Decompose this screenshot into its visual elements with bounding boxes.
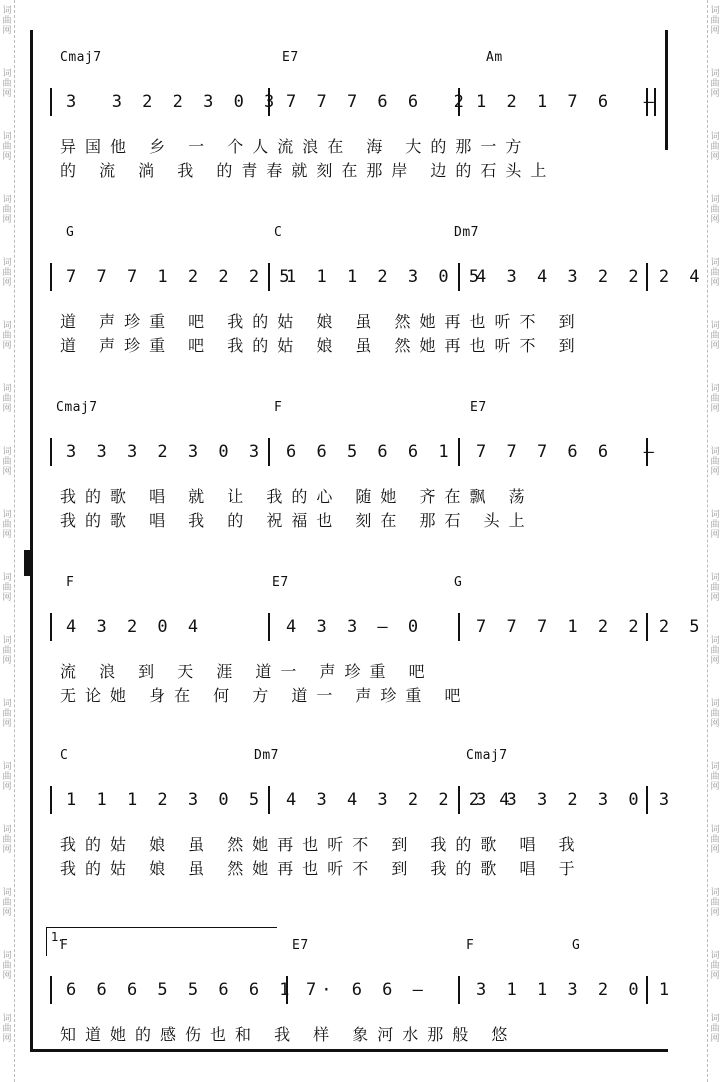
chord-line [46, 748, 656, 770]
chord-symbol: Dm7 [254, 748, 279, 763]
lyric-line: 我的姑 娘 虽 然她再也听不 到 我的歌 唱 于 [60, 859, 584, 878]
measure-notes: 4 3 4 3 2 2 2 4 [476, 267, 705, 287]
chord-line [46, 575, 656, 597]
chord-symbol: F [60, 938, 69, 953]
lyric-line: 的 流 淌 我 的青春就刻在那岸 边的石头上 [60, 161, 556, 180]
bar-line [268, 613, 270, 641]
left-watermark-strip [0, 0, 15, 1082]
notation-line [46, 442, 659, 466]
chord-symbol: E7 [470, 400, 487, 415]
watermark-text: 词 曲 网 [710, 573, 720, 603]
frame-bottom-border [30, 1049, 668, 1052]
measure-notes: 1 1 1 2 3 0 5 [286, 267, 485, 287]
binding-marker [24, 550, 30, 576]
chord-symbol: E7 [292, 938, 309, 953]
frame-left-border [30, 30, 33, 1052]
measure-notes: 6 6 6 5 5 6 6 1 [66, 980, 295, 1000]
watermark-text: 词 曲 网 [2, 951, 12, 981]
chord-symbol: Am [486, 50, 503, 65]
watermark-text: 词 曲 网 [2, 321, 12, 351]
notation-line [46, 980, 675, 1004]
bar-line [50, 613, 52, 641]
chord-line [46, 225, 656, 247]
bar-line [458, 438, 460, 466]
chord-line [46, 938, 656, 960]
chord-symbol: E7 [272, 575, 289, 590]
measure-notes: 1 2 1 7 6 — [476, 92, 659, 112]
measure-notes: 4 3 3 — 0 [286, 617, 424, 637]
bar-line [268, 438, 270, 466]
measure-notes: 6 6 5 6 6 1 [286, 442, 454, 462]
watermark-text: 词 曲 网 [2, 825, 12, 855]
measure-notes: 3 3 3 2 3 0 3 [476, 790, 675, 810]
chord-symbol: G [66, 225, 75, 240]
measure-notes: 3 3 3 2 3 0 3 [66, 442, 265, 462]
chord-symbol: Cmaj7 [60, 50, 102, 65]
first-ending-label: 1. [51, 930, 63, 944]
watermark-text: 词 曲 网 [710, 510, 720, 540]
watermark-text: 词 曲 网 [2, 762, 12, 792]
watermark-text: 词 曲 网 [710, 825, 720, 855]
chord-symbol: E7 [282, 50, 299, 65]
chord-symbol: G [454, 575, 463, 590]
watermark-text: 词 曲 网 [2, 510, 12, 540]
watermark-text: 词 曲 网 [2, 573, 12, 603]
bar-line [50, 263, 52, 291]
chord-line [46, 50, 656, 72]
notation-line [46, 92, 659, 116]
bar-line [458, 613, 460, 641]
notation-line [46, 617, 705, 641]
watermark-text: 词 曲 网 [710, 69, 720, 99]
chord-symbol: C [274, 225, 283, 240]
chord-symbol: G [572, 938, 581, 953]
watermark-text: 词 曲 网 [710, 762, 720, 792]
watermark-text: 词 曲 网 [2, 6, 12, 36]
watermark-text: 词 曲 网 [2, 447, 12, 477]
chord-line [46, 400, 656, 422]
lyric-line: 道 声珍重 吧 我的姑 娘 虽 然她再也听不 到 [60, 336, 584, 355]
watermark-text: 词 曲 网 [2, 699, 12, 729]
watermark-text: 词 曲 网 [710, 447, 720, 477]
measure-notes: 3 3 2 2 3 0 3 [66, 92, 280, 112]
watermark-text: 词 曲 网 [710, 1014, 720, 1044]
watermark-text: 词 曲 网 [710, 321, 720, 351]
lyric-line: 知道她的感伤也和 我 样 象河水那般 悠 [60, 1025, 517, 1044]
measure-notes: 4 3 2 0 4 [66, 617, 204, 637]
bar-line [50, 976, 52, 1004]
measure-notes: 1 1 1 2 3 0 5 [66, 790, 265, 810]
right-watermark-strip [707, 0, 722, 1082]
chord-symbol: C [60, 748, 69, 763]
bar-line [50, 786, 52, 814]
measure-notes: 7 7 7 1 2 2 2 5 [66, 267, 295, 287]
notation-line [46, 790, 675, 814]
chord-symbol: F [66, 575, 75, 590]
watermark-text: 词 曲 网 [710, 195, 720, 225]
measure-notes: 7 7 7 6 6 2 [286, 92, 469, 112]
watermark-text: 词 曲 网 [2, 636, 12, 666]
measure-notes: 7 7 7 6 6 — [476, 442, 659, 462]
watermark-text: 词 曲 网 [2, 258, 12, 288]
bar-line [268, 786, 270, 814]
watermark-text: 词 曲 网 [710, 258, 720, 288]
watermark-text: 词 曲 网 [710, 132, 720, 162]
lyric-line: 我的姑 娘 虽 然她再也听不 到 我的歌 唱 我 [60, 835, 584, 854]
watermark-text: 词 曲 网 [2, 132, 12, 162]
bar-line [50, 88, 52, 116]
watermark-text: 词 曲 网 [2, 195, 12, 225]
frame-right-border [665, 30, 668, 150]
measure-notes: 3 1 1 3 2 0 1 [476, 980, 675, 1000]
measure-notes: 7 7 7 1 2 2 2 5 [476, 617, 705, 637]
measure-notes: 7· 6 6 — [306, 980, 428, 1000]
watermark-text: 词 曲 网 [2, 384, 12, 414]
chord-symbol: Dm7 [454, 225, 479, 240]
lyric-line: 道 声珍重 吧 我的姑 娘 虽 然她再也听不 到 [60, 312, 584, 331]
watermark-text: 词 曲 网 [710, 888, 720, 918]
watermark-text: 词 曲 网 [710, 951, 720, 981]
lyric-line: 异国他 乡 一 个人流浪在 海 大的那一方 [60, 137, 531, 156]
bar-line [50, 438, 52, 466]
chord-symbol: F [466, 938, 475, 953]
watermark-text: 词 曲 网 [2, 1014, 12, 1044]
chord-symbol: F [274, 400, 283, 415]
watermark-text: 词 曲 网 [710, 636, 720, 666]
chord-symbol: Cmaj7 [466, 748, 508, 763]
watermark-text: 词 曲 网 [2, 888, 12, 918]
watermark-text: 词 曲 网 [710, 6, 720, 36]
lyric-line: 我的歌 唱 就 让 我的心 随她 齐在飘 荡 [60, 487, 534, 506]
watermark-text: 词 曲 网 [710, 699, 720, 729]
lyric-line: 我的歌 唱 我 的 祝福也 刻在 那石 头上 [60, 511, 534, 530]
notation-line [46, 267, 705, 291]
bar-line [458, 976, 460, 1004]
lyric-line: 无论她 身在 何 方 道一 声珍重 吧 [60, 686, 470, 705]
sheet-music [30, 30, 705, 1052]
lyric-line: 流 浪 到 天 涯 道一 声珍重 吧 [60, 662, 434, 681]
measure-notes: 4 3 4 3 2 2 2 4 [286, 790, 515, 810]
watermark-text: 词 曲 网 [2, 69, 12, 99]
watermark-text: 词 曲 网 [710, 384, 720, 414]
chord-symbol: Cmaj7 [56, 400, 98, 415]
